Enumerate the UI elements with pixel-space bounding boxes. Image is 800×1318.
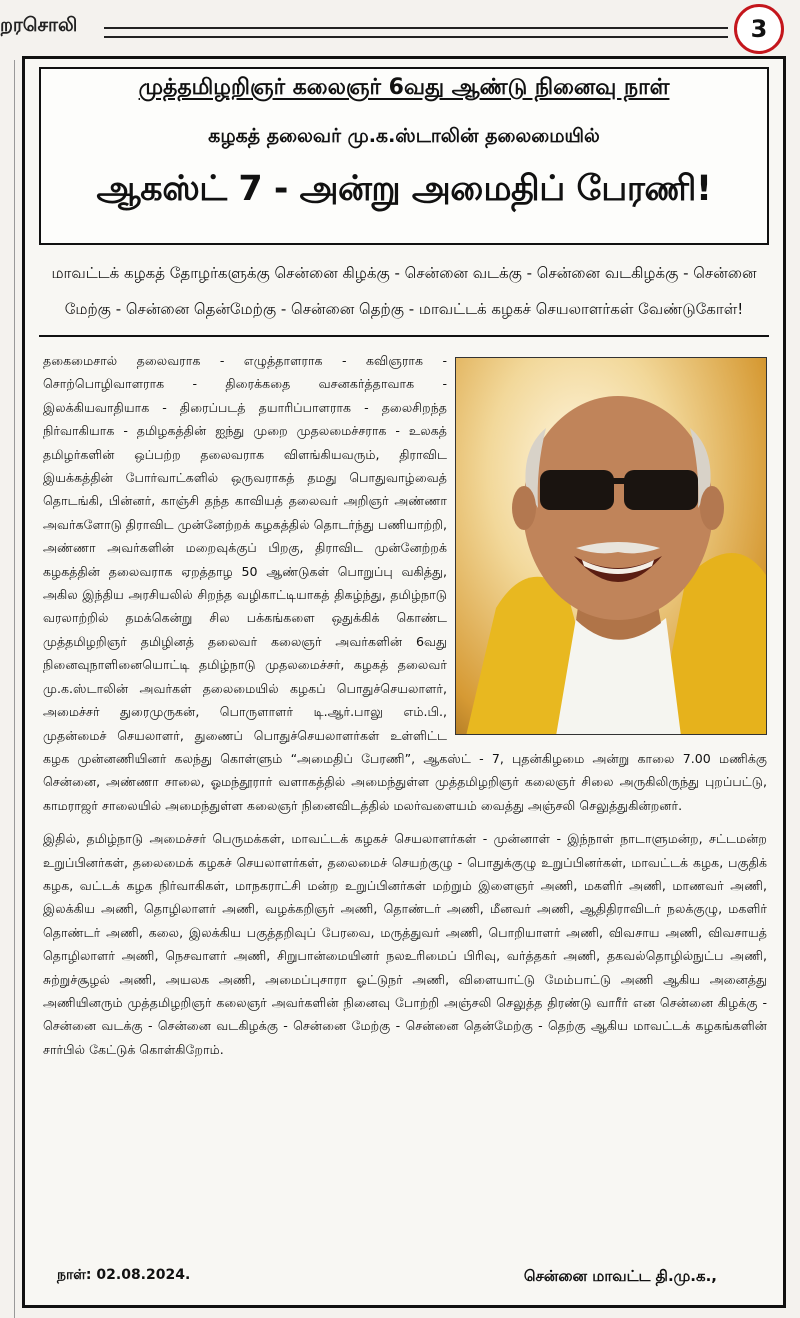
headline-line-1: முத்தமிழறிஞர் கலைஞர் 6வது ஆண்டு நினைவு நாள் [138,75,670,100]
article-paragraph-2: இதில், தமிழ்நாடு அமைச்சர் பெருமக்கள், மாவட்டக் கழகச் செயலாளர்கள் - முன்னாள் - இந்நாள் நாடாளுமன்ற, சட்டமன்ற உறுப்பினர்கள், தலைமைக் கழகச் செயலாளர்கள், தலைமைச் செயற்குழு - பொதுக்குழு உறுப்பினர்கள், மாவட்டக் கழக, பகுதிக் கழக, வட்டக் கழக நிர்வாகிகள், மாநகராட்சி மன்ற உறுப்பினர்கள் மற்றும் இளைஞர் அணி, மகளிர் அணி, மாணவர் அணி, இலக்கிய அணி, தொழிலாளர் அணி, வழக்கறிஞர் அணி, தொண்டர் அணி, மீனவர் அணி, ஆதிதிராவிடர் நலக்குழு, மகளிர் தொண்டர் அணி, கலை, இலக்கிய பகுத்தறிவுப் பேரவை, மருத்துவர் அணி, பொறியாளர் அணி, விவசாய அணி, விவசாயத் தொழிலாளர் அணி, நெசவாளர் அணி, சிறுபான்மையினர் நலஉரிமைப் பிரிவு, வர்த்தகர் அணி, தகவல்தொழில்நுட்ப அணி, சுற்றுச்சூழல் அணி, அயலக அணி, அமைப்புசாரா ஓட்டுநர் அணி, விளையாட்டு மேம்பாட்டு அணி ஆகிய அனைத்து அணியினரும் முத்தமிழறிஞர் கலைஞர் அவர்களின் நினைவு போற்றி அஞ்சலி செலுத்த திரண்டு வாரீர் என சென்னை கிழக்கு - சென்னை வடக்கு - சென்னை வடகிழக்கு - சென்னை மேற்கு - சென்னை தென்மேற்கு - தெற்கு ஆகிய மாவட்டக் கழகங்களின் சார்பில் கேட்டுக் கொள்கிறோம். [43,831,767,1057]
masthead [0,0,800,60]
notice-signature: சென்னை மாவட்ட தி.மு.க., [523,1267,717,1285]
appeal-subheading: மாவட்டக் கழகத் தோழர்களுக்கு சென்னை கிழக்கு - சென்னை வடக்கு - சென்னை வடகிழக்கு - சென்னை மேற்கு - சென்னை தென்மேற்கு - சென்னை தெற்கு - மாவட்டக் கழகச் செயலாளர்கள் வேண்டுகோள்! [39,249,769,337]
adjacent-page-edge [0,60,15,1318]
headline-main: ஆகஸ்ட் 7 - அன்று அமைதிப் பேரணி! [96,169,712,209]
announcement-box [22,56,786,1308]
notice-date: நாள்: 02.08.2024. [57,1267,191,1283]
newspaper-name: றரசொலி [0,14,78,36]
masthead-rule [104,27,728,38]
article-paragraph-1: தகைமைசால் தலைவராக - எழுத்தாளராக - கவிஞராக - சொற்பொழிவாளராக - திரைக்கதை வசனகர்த்தாவாக - இலக்கியவாதியாக - திரைப்படத் தயாரிப்பாளராக - தலைசிறந்த நிர்வாகியாக - தமிழகத்தின் ஐந்து முறை முதலமைச்சராக - உலகத் தமிழர்களின் ஒப்பற்ற தலைவராக விளங்கியவரும், திராவிட இயக்கத்தின் போர்வாட்களில் ஒருவராகத் தமது பொதுவாழ்வைத் தொடங்கி, பின்னர், காஞ்சி தந்த காவியத் தலைவர் அறிஞர் அண்ணா அவர்களோடு திராவிட முன்னேற்றக் கழகத்தில் தொடர்ந்து பணியாற்றி, அண்ணா அவர்களின் மறைவுக்குப் பிறகு, திராவிட முன்னேற்றக் கழகத்தின் தலைவராக ஏறத்தாழ 50 ஆண்டுகள் பொறுப்பு வகித்து, அகில இந்திய அரசியலில் சிறந்த வழிகாட்டியாகத் திகழ்ந்து, தமிழ்நாடு வரலாற்றில் தமக்கென்று சில பக்கங்களை ஒதுக்கிக் கொண்ட முத்தமிழறிஞர் தமிழினத் தலைவர் கலைஞர் அவர்களின் 6வது நினைவுநாளினையொட்டி தமிழ்நாடு முதலமைச்சர், கழகத் தலைவர் மு.க.ஸ்டாலின் அவர்கள் தலைமையில் கழகப் பொதுச்செயலாளர், அமைச்சர் துரைமுருகன், பொருளாளர் டி.ஆர்.பாலு எம்.பி., முதன்மைச் செயலாளர், துணைப் பொதுச்செயலாளர்கள் உள்ளிட்ட கழக முன்னணியினர் கலந்து கொள்ளும் “அமைதிப் பேரணி”, ஆகஸ்ட் - 7, புதன்கிழமை அன்று காலை 7.00 மணிக்கு சென்னை, அண்ணா சாலை, ஓமந்தூரார் வளாகத்தில் அமைந்துள்ள முத்தமிழறிஞர் கலைஞர் சிலை அருகிலிருந்து புறப்பட்டு, காமராஜர் சாலையில் அமைந்துள்ள கலைஞர் நினைவிடத்தில் மலர்வளையம் வைத்து அஞ்சலி செலுத்துகின்றனர். [43,353,768,813]
headline-box [39,67,769,245]
page-number: 3 [734,4,784,54]
headline-line-2: கழகத் தலைவர் மு.க.ஸ்டாலின் தலைமையில் [208,125,600,147]
article-body [43,349,767,1061]
